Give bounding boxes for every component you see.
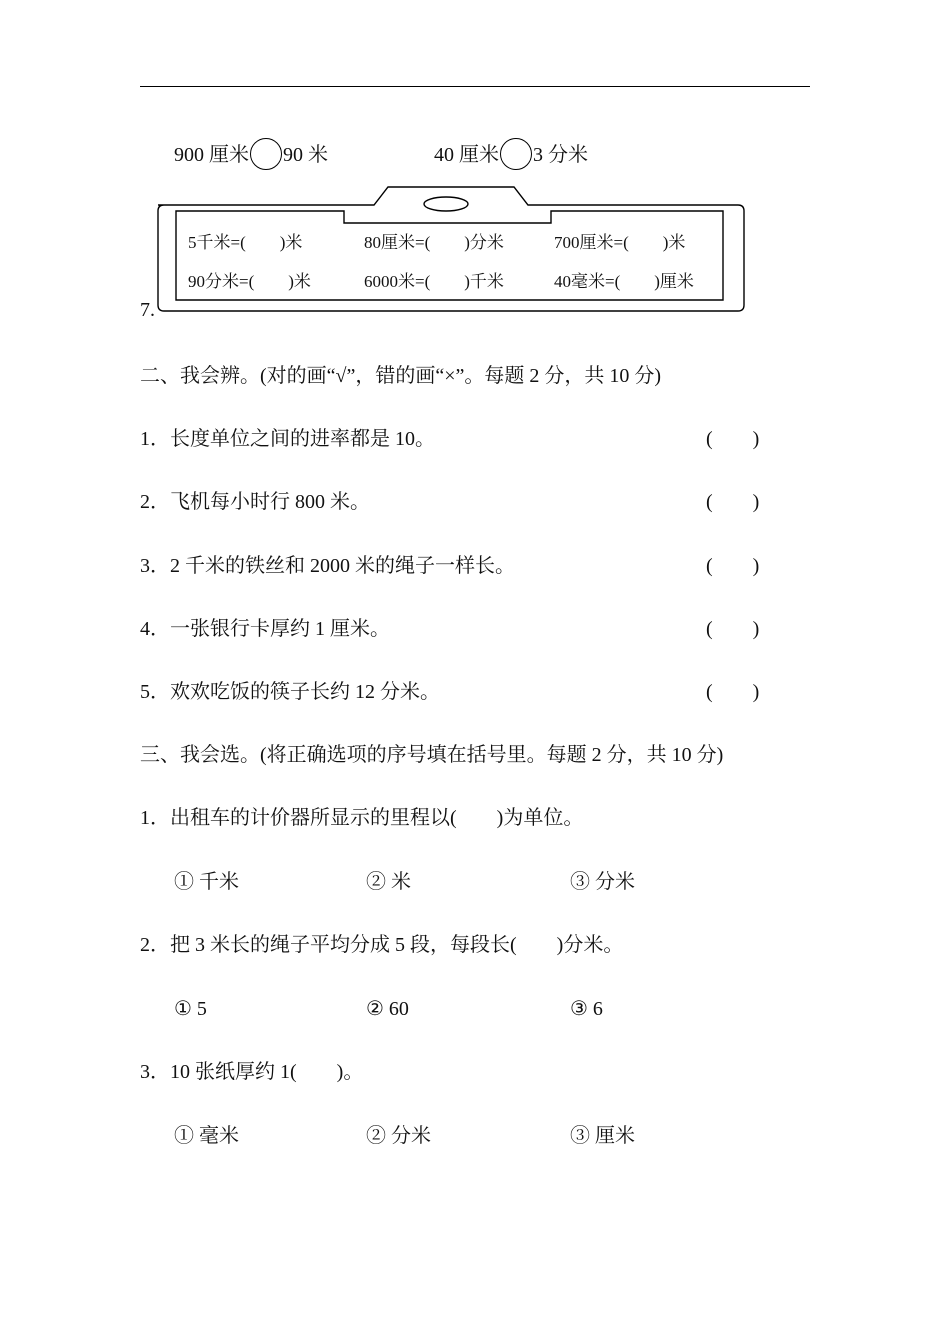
section-3-title: 三、我会选。(将正确选项的序号填在括号里。每题 2 分，共 10 分) — [140, 744, 724, 766]
section-2-title: 二、我会辨。(对的画“√”，错的画“×”。每题 2 分，共 10 分) — [140, 365, 662, 387]
judge-item: 2．飞机每小时行 800 米。 — [140, 491, 370, 513]
option-2[interactable]: ② 米 — [366, 871, 411, 893]
answer-bracket[interactable]: ( ) — [706, 428, 760, 450]
q7-item: 90分米=( )米 — [188, 272, 311, 291]
judge-item: 3．2 千米的铁丝和 2000 米的绳子一样长。 — [140, 555, 515, 577]
option-1[interactable]: ① 5 — [174, 998, 207, 1020]
compare-left — [174, 138, 328, 170]
option-2[interactable]: ② 60 — [366, 998, 409, 1020]
q7-item: 6000米=( )千米 — [364, 272, 504, 291]
choice-question: 3．10 张纸厚约 1( )。 — [140, 1061, 364, 1083]
question-7-number: 7. — [140, 299, 155, 321]
q7-item: 5千米=( )米 — [188, 233, 303, 252]
q7-item: 700厘米=( )米 — [554, 233, 686, 252]
option-1[interactable]: ① 毫米 — [174, 1125, 239, 1147]
option-3[interactable]: ③ 6 — [570, 998, 603, 1020]
compare-answer-circle[interactable] — [250, 138, 282, 170]
option-2[interactable]: ② 分米 — [366, 1125, 431, 1147]
compare-right-a: 40 厘米 — [434, 144, 499, 166]
answer-bracket[interactable]: ( ) — [706, 491, 760, 513]
answer-bracket[interactable]: ( ) — [706, 618, 760, 640]
option-3[interactable]: ③ 分米 — [570, 871, 635, 893]
compare-left-b: 90 米 — [283, 144, 328, 166]
judge-item: 4．一张银行卡厚约 1 厘米。 — [140, 618, 390, 640]
compare-left-a: 900 厘米 — [174, 144, 249, 166]
q7-item: 40毫米=( )厘米 — [554, 272, 694, 291]
q7-item: 80厘米=( )分米 — [364, 233, 504, 252]
compare-answer-circle[interactable] — [500, 138, 532, 170]
answer-bracket[interactable]: ( ) — [706, 681, 760, 703]
choice-question: 1．出租车的计价器所显示的里程以( )为单位。 — [140, 807, 584, 829]
compare-right-b: 3 分米 — [533, 144, 588, 166]
judge-item: 5．欢欢吃饭的筷子长约 12 分米。 — [140, 681, 440, 703]
judge-item: 1．长度单位之间的进率都是 10。 — [140, 428, 435, 450]
option-1[interactable]: ① 千米 — [174, 871, 239, 893]
compare-right — [434, 138, 588, 170]
answer-bracket[interactable]: ( ) — [706, 555, 760, 577]
option-3[interactable]: ③ 厘米 — [570, 1125, 635, 1147]
choice-question: 2．把 3 米长的绳子平均分成 5 段，每段长( )分米。 — [140, 934, 624, 956]
header-rule — [140, 86, 810, 87]
